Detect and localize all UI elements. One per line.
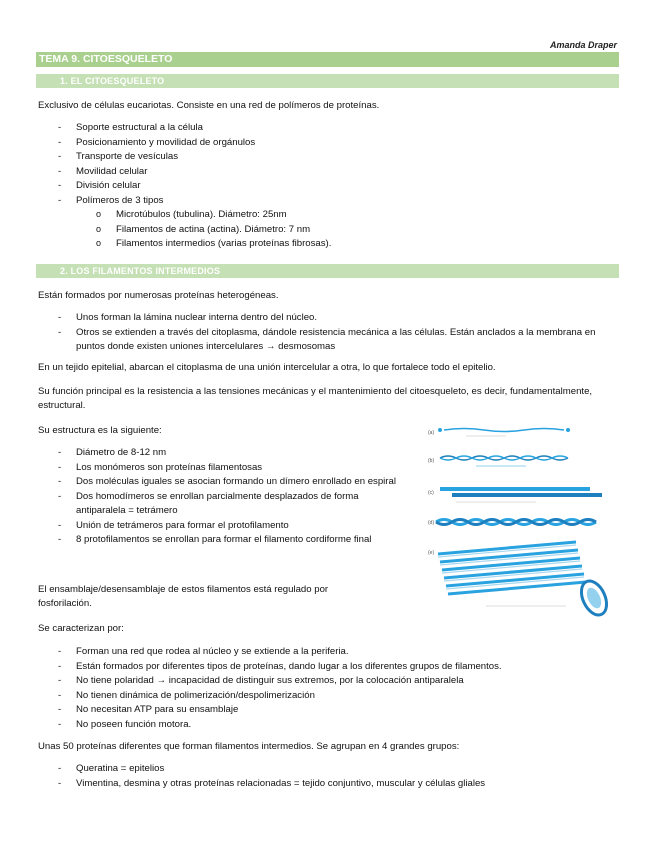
sub-list-item: o Microtúbulos (tubulina). Diámetro: 25nm <box>38 208 331 223</box>
page-title: TEMA 9. CITOESQUELETO <box>36 52 619 67</box>
paragraph-epitelio: En un tejido epitelial, abarcan el citoplasma de una unión intercelular a otra, lo que fortalece todo el epitelio. <box>38 362 496 373</box>
list-item: - Vimentina, desmina y otras proteínas relacionadas = tejido conjuntivo, muscular y células gliales <box>38 777 618 792</box>
list-item: - Los monómeros son proteínas filamentosas <box>38 461 403 476</box>
groups-list <box>38 762 618 791</box>
section-heading-citoesqueleto: 1. EL CITOESQUELETO <box>36 74 619 88</box>
sub-list-item: o Filamentos de actina (actina). Diámetro: 7 nm <box>38 223 331 238</box>
list-item: - Unos forman la lámina nuclear interna dentro del núcleo. <box>38 311 598 326</box>
paragraph-grupos: Unas 50 proteínas diferentes que forman filamentos intermedios. Se agrupan en 4 grandes grupos: <box>38 741 460 752</box>
list-item: - Soporte estructural a la célula <box>38 121 331 136</box>
sub-list-item: o Filamentos intermedios (varias proteínas fibrosas). <box>38 237 331 252</box>
list-item: - No tiene polaridad → incapacidad de distinguir sus extremos, por la colocación antiparalela <box>38 674 618 689</box>
structure-list <box>38 446 403 548</box>
list-item: - Transporte de vesículas <box>38 150 331 165</box>
structure-intro: Su estructura es la siguiente: <box>38 425 162 436</box>
list-item: - Dos moléculas iguales se asocian formando un dímero enrollado en espiral <box>38 475 403 490</box>
section1-intro: Exclusivo de células eucariotas. Consiste en una red de polímeros de proteínas. <box>38 100 380 111</box>
section2-list1 <box>38 311 598 355</box>
figure-label-b: (b) <box>428 458 435 464</box>
figure-label-c: (c) <box>428 490 434 496</box>
paragraph-funcion: Su función principal es la resistencia a las tensiones mecánicas y el mantenimiento del citoesqueleto, es decir, fundamentalmente, estructural. <box>38 386 593 411</box>
characterized-list <box>38 645 618 732</box>
list-item: - 8 protofilamentos se enrollan para formar el filamento cordiforme final <box>38 533 403 548</box>
intermediate-filament-assembly-diagram-icon <box>426 414 614 624</box>
list-item: - Están formados por diferentes tipos de proteínas, dando lugar a los diferentes grupos de filamentos. <box>38 660 618 675</box>
list-item: - Forman una red que rodea al núcleo y se extiende a la periferia. <box>38 645 618 660</box>
figure-label-d: (d) <box>428 520 435 526</box>
list-item: - No tienen dinámica de polimerización/despolimerización <box>38 689 618 704</box>
characterized-intro: Se caracterizan por: <box>38 623 124 634</box>
polymer-types-list <box>38 208 331 252</box>
author-name: Amanda Draper <box>549 40 617 50</box>
list-item: - Dos homodímeros se enrollan parcialmente desplazados de forma antiparalela = tetrámero <box>38 490 403 519</box>
figure-label-e: (e) <box>428 550 435 556</box>
list-item: - Queratina = epitelios <box>38 762 618 777</box>
list-item: - Unión de tetrámeros para formar el protofilamento <box>38 519 403 534</box>
list-item-label: Polímeros de 3 tipos <box>76 194 164 206</box>
section-heading-filamentos: 2. LOS FILAMENTOS INTERMEDIOS <box>36 264 619 278</box>
section2-intro: Están formados por numerosas proteínas heterogéneas. <box>38 290 279 301</box>
list-item: - Posicionamiento y movilidad de orgánulos <box>38 136 331 151</box>
list-item <box>38 194 331 252</box>
list-item: - Otros se extienden a través del citoplasma, dándole resistencia mecánica a las células. Están anclados a la membrana en puntos donde existen uniones intercelulares → desmosomas <box>38 326 598 355</box>
list-item: - División celular <box>38 179 331 194</box>
list-item: - No necesitan ATP para su ensamblaje <box>38 703 618 718</box>
figure-label-a: (a) <box>428 430 435 436</box>
list-item: - Diámetro de 8-12 nm <box>38 446 403 461</box>
list-item: - No poseen función motora. <box>38 718 618 733</box>
paragraph-fosforilacion: El ensamblaje/desensamblaje de estos filamentos está regulado por fosforilación. <box>38 584 329 609</box>
section1-list <box>38 121 331 252</box>
list-item: - Movilidad celular <box>38 165 331 180</box>
